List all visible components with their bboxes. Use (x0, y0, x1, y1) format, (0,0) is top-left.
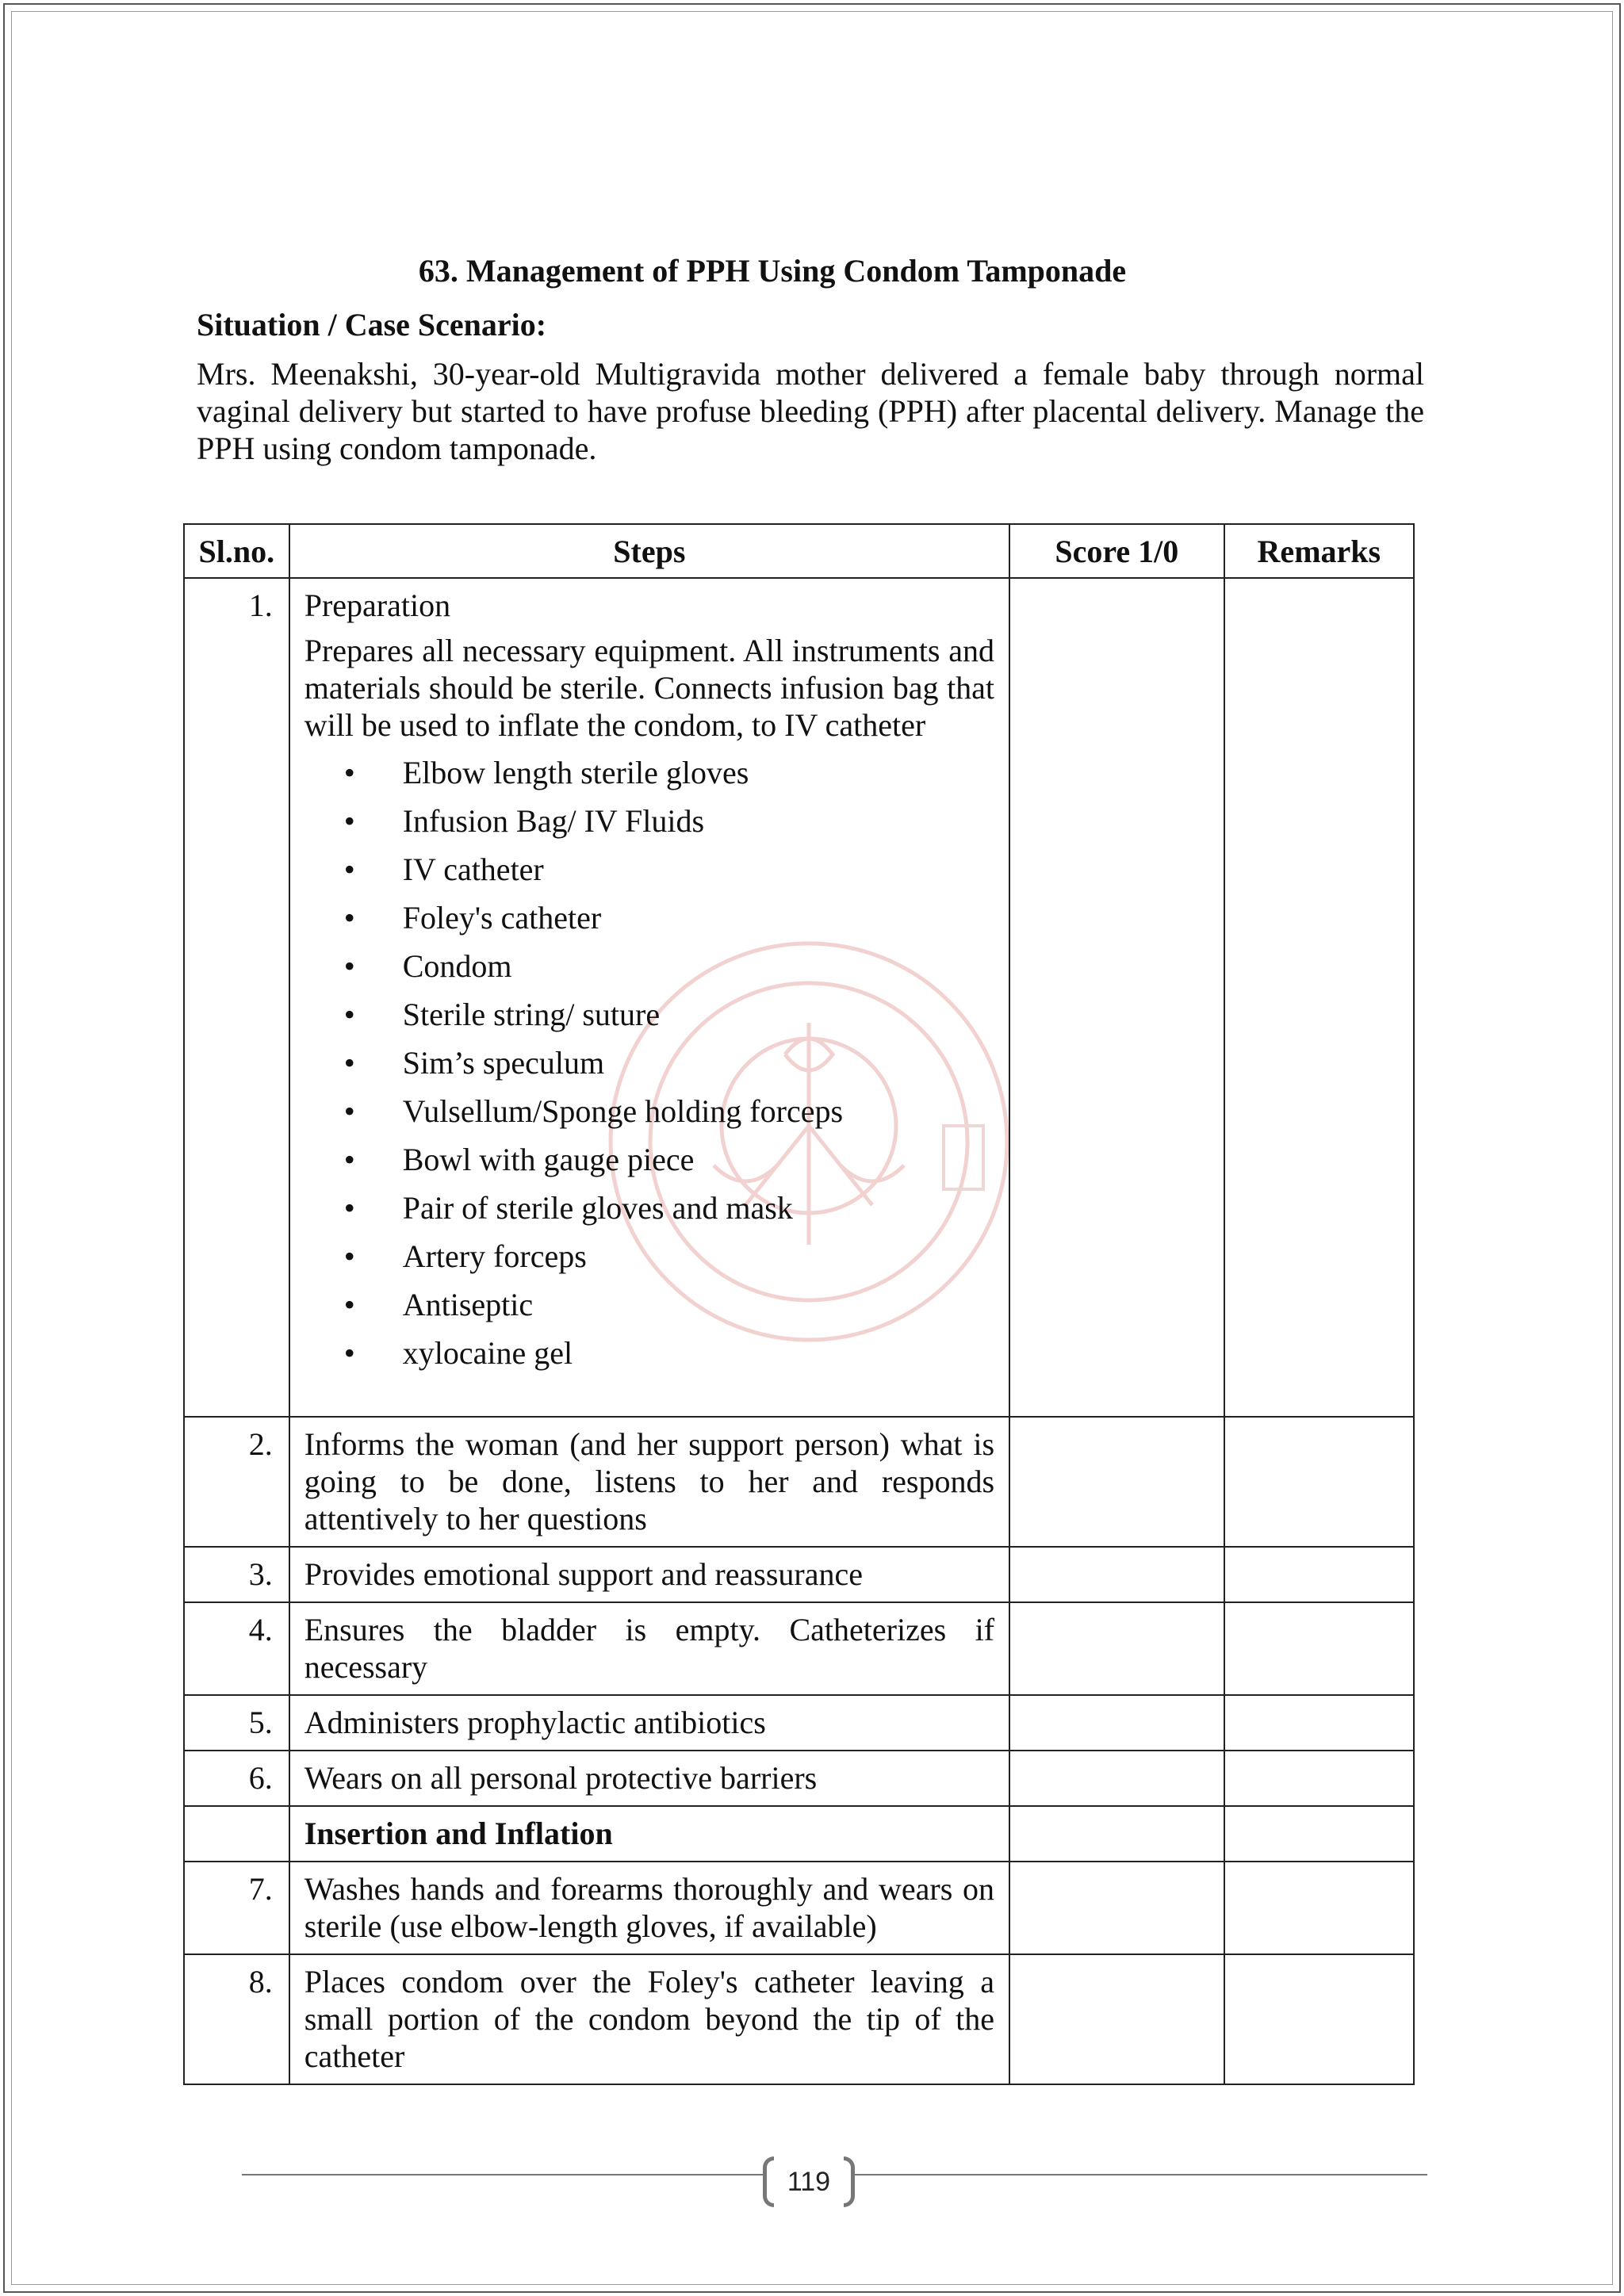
table-row (184, 1954, 1414, 2084)
list-item: • Sim’s speculum (344, 1039, 994, 1087)
score-cell (1009, 1751, 1224, 1806)
remarks-cell (1224, 1417, 1414, 1547)
header-steps: Steps (289, 524, 1009, 578)
score-cell (1009, 1417, 1224, 1547)
row-number (184, 1806, 289, 1862)
step-label-preparation: Preparation (304, 587, 451, 623)
remarks-cell (1224, 578, 1414, 1417)
right-bracket (844, 2156, 855, 2207)
list-item: • Bowl with gauge piece (344, 1135, 994, 1184)
list-item: • Condom (344, 942, 994, 990)
row-number: 6. (184, 1751, 289, 1806)
score-cell (1009, 1547, 1224, 1602)
list-item: • Artery forceps (344, 1232, 994, 1280)
list-item: • IV catheter (344, 845, 994, 894)
left-bracket (763, 2156, 774, 2207)
row-number: 7. (184, 1862, 289, 1954)
header-remarks: Remarks (1224, 524, 1414, 578)
step-text: Ensures the bladder is empty. Catheterizes if necessary (289, 1602, 1009, 1695)
score-cell (1009, 578, 1224, 1417)
procedure-checklist-table (183, 523, 1415, 2085)
step-text: Prepares all necessary equipment. All instruments and materials should be sterile. Connects infusion bag that will be used to inflate the condom, to IV catheter (304, 633, 995, 743)
row-number: 2. (184, 1417, 289, 1547)
page-number-text: 119 (787, 2167, 831, 2197)
score-cell (1009, 1695, 1224, 1751)
score-cell (1009, 1602, 1224, 1695)
list-item: • Antiseptic (344, 1280, 994, 1329)
remarks-cell (1224, 1862, 1414, 1954)
step-text: Provides emotional support and reassurance (289, 1547, 1009, 1602)
remarks-cell (1224, 1695, 1414, 1751)
remarks-cell (1224, 1806, 1414, 1862)
remarks-cell (1224, 1954, 1414, 2084)
document-title: 63. Management of PPH Using Condom Tamponade (418, 253, 1127, 289)
score-cell (1009, 1954, 1224, 2084)
step-text: Places condom over the Foley's catheter leaving a small portion of the condom beyond the tip of the catheter (289, 1954, 1009, 2084)
situation-heading: Situation / Case Scenario: (197, 307, 547, 342)
list-item: • Sterile string/ suture (344, 990, 994, 1039)
remarks-cell (1224, 1602, 1414, 1695)
row-number: 1. (184, 578, 289, 1417)
page-number (763, 2156, 855, 2207)
step-text: Wears on all personal protective barriers (289, 1751, 1009, 1806)
table-header-row (184, 524, 1414, 578)
table-row (184, 1695, 1414, 1751)
table-row (184, 1806, 1414, 1862)
remarks-cell (1224, 1751, 1414, 1806)
list-item: • xylocaine gel (344, 1329, 994, 1377)
table-row (184, 1547, 1414, 1602)
footer-rule-left (242, 2174, 765, 2175)
row-number: 4. (184, 1602, 289, 1695)
table-row (184, 1751, 1414, 1806)
list-item: • Elbow length sterile gloves (344, 748, 994, 797)
remarks-cell (1224, 1547, 1414, 1602)
equipment-list (304, 748, 994, 1377)
row-number: 3. (184, 1547, 289, 1602)
list-item: • Vulsellum/Sponge holding forceps (344, 1087, 994, 1135)
header-score: Score 1/0 (1009, 524, 1224, 578)
row-number: 5. (184, 1695, 289, 1751)
score-cell (1009, 1806, 1224, 1862)
step-text: Administers prophylactic antibiotics (289, 1695, 1009, 1751)
table-row (184, 578, 1414, 1417)
footer-rule-right (852, 2174, 1427, 2175)
list-item: • Foley's catheter (344, 894, 994, 942)
table-row (184, 1417, 1414, 1547)
list-item: • Infusion Bag/ IV Fluids (344, 797, 994, 845)
table-row (184, 1862, 1414, 1954)
step-cell (289, 578, 1009, 1417)
score-cell (1009, 1862, 1224, 1954)
list-item: • Pair of sterile gloves and mask (344, 1184, 994, 1232)
header-slno: Sl.no. (184, 524, 289, 578)
step-text: Informs the woman (and her support person) what is going to be done, listens to her and responds attentively to her questions (289, 1417, 1009, 1547)
row-number: 8. (184, 1954, 289, 2084)
section-heading-insertion: Insertion and Inflation (289, 1806, 1009, 1862)
case-scenario-text: Mrs. Meenakshi, 30-year-old Multigravida mother delivered a female baby through normal vaginal delivery but started to have profuse bleeding (PPH) after placental delivery. Manage the PPH using condom tamponade. (197, 356, 1424, 466)
table-row (184, 1602, 1414, 1695)
step-text: Washes hands and forearms thoroughly and wears on sterile (use elbow-length gloves, if available) (289, 1862, 1009, 1954)
